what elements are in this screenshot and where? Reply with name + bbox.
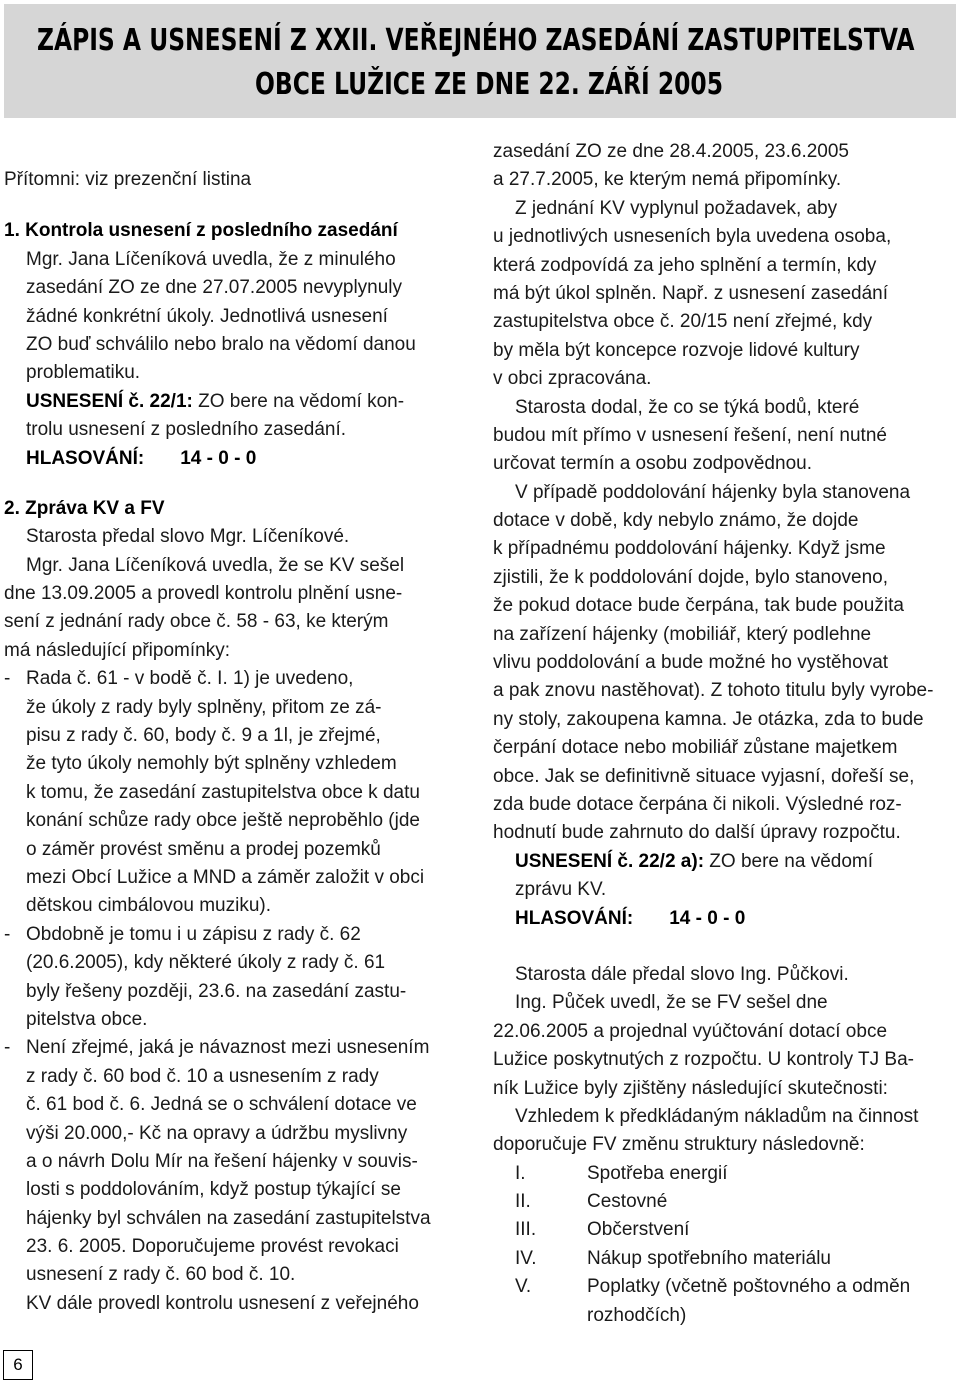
bullet-line: byly řešeny později, 23.6. na zasedání zastu- — [26, 980, 407, 1002]
section-2-line: dne 13.09.2005 a provedl kontrolu plnění usne- — [4, 583, 403, 605]
bullet-line: výši 20.000,- Kč na opravy a údržbu myslivny — [26, 1122, 408, 1144]
paragraph-line: vlivu poddolování a bude možné ho vystěhovat — [493, 652, 889, 674]
paragraph-line: zastupitelstva obce č. 20/15 není zřejmé, kdy — [493, 311, 873, 333]
bullet-line: pisu z rady č. 60, body č. 9 a 1l, je zřejmé, — [26, 725, 381, 747]
bullet-line: pitelstva obce. — [26, 1008, 148, 1030]
resolution-22-2a — [493, 848, 955, 876]
paragraph-line: Lužice poskytnutých z rozpočtu. U kontroly TJ Ba- — [493, 1049, 914, 1071]
vote-result: 14 - 0 - 0 — [180, 447, 257, 469]
section-2-heading: 2. Zpráva KV a FV — [4, 497, 165, 519]
vote-line — [4, 445, 466, 473]
resolution-22-1 — [4, 388, 466, 416]
paragraph-line: zda bude dotace čerpána či nikoli. Výsledné roz- — [493, 793, 902, 815]
bullet-line: 23. 6. 2005. Doporučujeme provést revokaci — [26, 1236, 399, 1258]
right-column — [493, 138, 955, 1330]
closing-line: KV dále provedl kontrolu usnesení z veřejného — [26, 1292, 419, 1314]
resolution-text: zprávu KV. — [515, 879, 607, 901]
paragraph-line: budou mít přímo v usnesení řešení, není nutné — [493, 424, 887, 446]
paragraph-line: určovat termín a osobu zodpovědnou. — [493, 453, 812, 475]
section-2-line: má následující připomínky: — [4, 639, 230, 661]
paragraph-line: V případě poddolování hájenky byla stanovena — [515, 481, 911, 503]
vote-label: HLASOVÁNÍ: — [515, 907, 634, 929]
bullet-line: konání schůze rady obce ještě neproběhlo (jde — [26, 810, 420, 832]
bullet-line: o záměr provést směnu a prodej pozemků — [26, 838, 381, 860]
paragraph-line: zjistili, že k poddolování dojde, bylo stanoveno, — [493, 566, 889, 588]
paragraph-line: u jednotlivých usneseních byla uvedena osoba, — [493, 226, 892, 248]
paragraph-line: že pokud dotace bude čerpána, tak bude použita — [493, 595, 904, 617]
resolution-label: USNESENÍ č. 22/1: — [26, 390, 193, 412]
resolution-label: USNESENÍ č. 22/2 a): — [515, 850, 705, 872]
list-item: I. Spotřeba energií — [515, 1162, 728, 1184]
bullet-line: a o návrh Dolu Mír na řešení hájenky v souvis- — [26, 1150, 418, 1172]
section-1-line: Mgr. Jana Líčeníková uvedla, že z minulého — [26, 248, 396, 270]
title-band — [4, 4, 956, 118]
bullet-line: že tyto úkoly nemohly být splněny vzhledem — [26, 753, 397, 775]
paragraph-line: Ing. Půček uvedl, že se FV sešel dne — [515, 992, 828, 1014]
paragraph-line: hodnutí bude zahrnuto do další úpravy rozpočtu. — [493, 822, 901, 844]
paragraph-line: doporučuje FV změnu struktury následovně: — [493, 1134, 865, 1156]
paragraph-line: Starosta dále předal slovo Ing. Půčkovi. — [515, 963, 849, 985]
section-2-line: Mgr. Jana Líčeníková uvedla, že se KV sešel — [26, 554, 405, 576]
vote-label: HLASOVÁNÍ: — [26, 447, 145, 469]
resolution-text: trolu usnesení z posledního zasedání. — [26, 419, 347, 441]
paragraph-line: na zařízení hájenky (mobiliář, který podlehne — [493, 623, 872, 645]
paragraph-line: ník Lužice byly zjištěny následující skutečnosti: — [493, 1077, 888, 1099]
bullet-item: - Obdobně je tomu i u zápisu z rady č. 62 — [4, 923, 361, 945]
section-1-line: žádné konkrétní úkoly. Jednotlivá usnesení — [26, 305, 388, 327]
section-1-heading: 1. Kontrola usnesení z posledního zasedání — [4, 220, 398, 242]
left-column — [4, 166, 466, 1318]
paragraph-line: a pak znovu nastěhovat). Z tohoto titulu byly vyrobe- — [493, 680, 934, 702]
section-1-line: problematiku. — [26, 362, 141, 384]
attendance-line: Přítomni: viz prezenční listina — [4, 169, 252, 190]
paragraph-line: čerpání dotace nebo mobiliář zůstane majetkem — [493, 737, 898, 759]
bullet-line: č. 61 bod č. 6. Jedná se o schválení dotace ve — [26, 1094, 417, 1116]
document-title-line-1: ZÁPIS A USNESENÍ Z XXII. VEŘEJNÉHO ZASEDÁNÍ ZASTUPITELSTVA — [37, 23, 915, 58]
section-2-line: sení z jednání rady obce č. 58 - 63, ke kterým — [4, 611, 389, 633]
bullet-line: k tomu, že zasedání zastupitelstva obce k datu — [26, 781, 420, 803]
paragraph-line: a 27.7.2005, ke kterým nemá připomínky. — [493, 169, 842, 191]
paragraph-line: by měla být koncepce rozvoje lidové kultury — [493, 339, 860, 361]
list-item: III. Občerstvení — [515, 1219, 690, 1241]
list-item-continuation: rozhodčích) — [587, 1304, 687, 1326]
resolution-text: ZO bere na vědomí kon- — [192, 390, 405, 412]
paragraph-line: ny stoly, zakoupena kamna. Je otázka, zda to bude — [493, 708, 924, 730]
section-1-line: zasedání ZO ze dne 27.07.2005 nevyplynuly — [26, 277, 403, 299]
bullet-line: z rady č. 60 bod č. 10 a usnesením z rady — [26, 1065, 379, 1087]
bullet-line: usnesení z rady č. 60 bod č. 10. — [26, 1264, 296, 1286]
list-item: II. Cestovné — [515, 1191, 668, 1213]
paragraph-line: která zodpovídá za jeho splnění a termín, kdy — [493, 254, 877, 276]
document-title-line-2: OBCE LUŽICE ZE DNE 22. ZÁŘÍ 2005 — [255, 67, 723, 102]
paragraph-line: zasedání ZO ze dne 28.4.2005, 23.6.2005 — [493, 141, 849, 162]
paragraph-line: má být úkol splněn. Např. z usnesení zasedání — [493, 282, 889, 304]
bullet-line: mezi Obcí Lužice a MND a záměr založit v obci — [26, 866, 425, 888]
paragraph-line: v obci zpracována. — [493, 368, 652, 390]
paragraph-line: Vzhledem k předkládaným nákladům na činnost — [515, 1105, 919, 1127]
section-1-line: ZO buď schválilo nebo bralo na vědomí danou — [26, 333, 416, 355]
paragraph-line: 22.06.2005 a projednal vyúčtování dotací obce — [493, 1020, 888, 1042]
paragraph-line: k případnému poddolování hájenky. Když jsme — [493, 538, 886, 560]
paragraph-line: Z jednání KV vyplynul požadavek, aby — [515, 197, 838, 219]
paragraph-line: obce. Jak se definitivně situace vyjasní, dořeší se, — [493, 765, 915, 787]
paragraph-line: dotace v době, kdy nebylo známo, že dojde — [493, 510, 859, 532]
paragraph-line: Starosta dodal, že co se týká bodů, které — [515, 396, 860, 418]
section-2-line: Starosta předal slovo Mgr. Líčeníkové. — [26, 526, 350, 548]
bullet-item: - Rada č. 61 - v bodě č. I. 1) je uvedeno, — [4, 668, 354, 690]
vote-result: 14 - 0 - 0 — [669, 907, 746, 929]
bullet-line: (20.6.2005), kdy některé úkoly z rady č. 61 — [26, 952, 386, 974]
list-item: V. Poplatky (včetně poštovného a odměn — [515, 1276, 911, 1298]
bullet-line: dětskou cimbálovou muziku). — [26, 895, 271, 917]
bullet-line: že úkoly z rady byly splněny, přitom ze zá- — [26, 696, 382, 718]
list-item: IV. Nákup spotřebního materiálu — [515, 1247, 831, 1269]
bullet-line: losti s poddolováním, když postup týkající se — [26, 1179, 401, 1201]
page-number: 6 — [3, 1350, 33, 1380]
resolution-text: ZO bere na vědomí — [704, 850, 873, 872]
bullet-line: hájenky byl schválen na zasedání zastupitelstva — [26, 1207, 431, 1229]
bullet-item: - Není zřejmé, jaká je návaznost mezi usnesením — [4, 1037, 430, 1059]
vote-line — [493, 905, 955, 933]
